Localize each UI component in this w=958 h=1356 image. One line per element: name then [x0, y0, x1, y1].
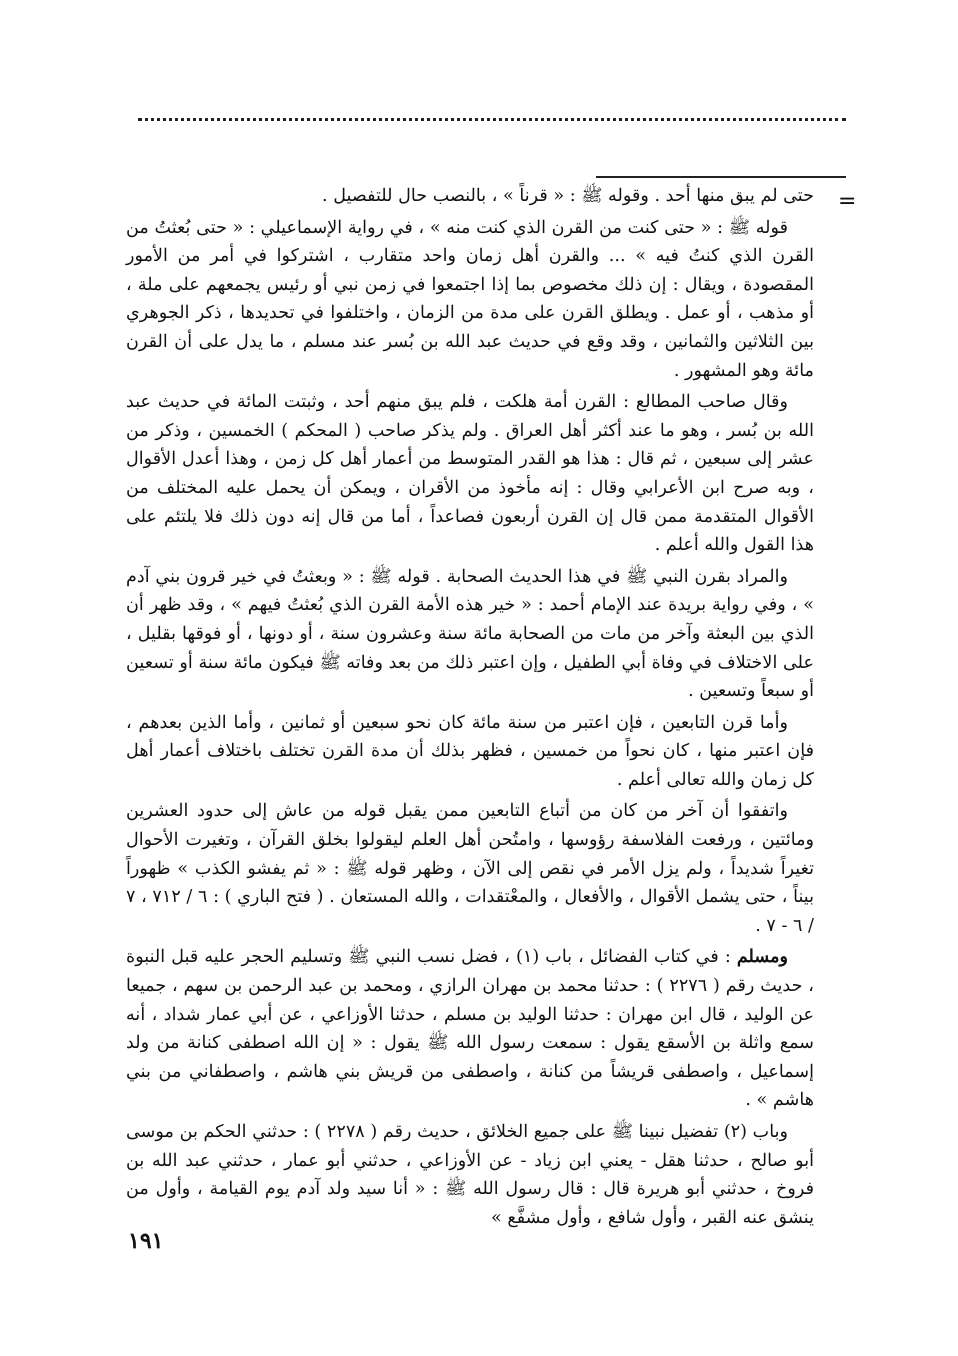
footnote-paragraph: قوله ﷺ : « حتى كنت من القرن الذي كنت منه » ، في رواية الإسماعيلي : « حتى بُعثتُ من القرن الذي كنتُ فيه » ... والقرن أهل زمان واحد متقارب ، اشتركوا في أمر من الأمور المقصودة ، ويقال : إن ذلك مخصوص بما إذا اجتمعوا في زمن نبي أو رئيس يجمعهم على ملة ، أو مذهب ، أو عمل . ويطلق القرن على مدة من الزمان ، واختلفوا في تحديدها ، ذكر الجوهري بين الثلاثين والثمانين ، وقد وقع في حديث عبد الله بن بُسر عند مسلم ، ما يدل على أن القرن مائة وهو المشهور .: [126, 217, 814, 381]
dotted-separator: [138, 118, 846, 121]
source-text: : في كتاب الفضائل ، باب (١) ، فضل نسب النبي ﷺ وتسليم الحجر عليه قبل النبوة ، حديث رقم ( ٢٢٧٦ ) : حدثنا محمد بن مهران الرازي ، ومحمد بن عبد الرحمن بن سهم ، جميعا عن الوليد ، قال ابن مهران : حدثنا الوليد بن مسلم ، حدثنا الأوزاعي ، عن أبي عمار شداد ، أنه سمع واثلة بن الأسقع يقول : سمعت رسول الله ﷺ يقول : « إن الله اصطفى كنانة من ولد إسماعيل ، واصطفى قريشاً من كنانة ، واصطفى من قريش بني هاشم ، واصطفاني من بني هاشم » .: [126, 947, 814, 1111]
footnote-paragraph: وقال صاحب المطالع : القرن أمة هلكت ، فلم يبق منهم أحد ، وثبتت المائة في حديث عبد الله بن بُسر ، وهو ما عند أكثر أهل العراق . ولم يذكر صاحب ( المحكم ) الخمسين ، وذكر من عشر إلى سبعين ، ثم قال : هذا هو القدر المتوسط من أعمار أهل كل زمن ، وهذا أعدل الأقوال ، وبه صرح ابن الأعرابي وقال : إنه مأخوذ من الأقران ، ويمكن أن يحمل عليه المختلف من الأقوال المتقدمة ممن قال إن القرن أربعون فصاعداً ، أما من قال إنه دون ذلك فلا يلتئم على هذا القول والله أعلم .: [126, 392, 815, 556]
footnote-continuation-mark: =: [838, 189, 857, 214]
source-lead: ومسلم: [736, 946, 788, 968]
footnote-paragraph: وباب (٢) تفضيل نبينا ﷺ على جميع الخلائق ، حديث رقم ( ٢٢٧٨ ) : حدثني الحكم بن موسى أبو صالح ، حدثنا هقل - يعني ابن زياد - عن الأوزاعي ، حدثني أبو عمار ، حدثني عبد الله بن فروخ ، حدثني أبو هريرة قال : قال رسول الله ﷺ : « أنا سيد ولد آدم يوم القيامة ، وأول من ينشق عنه القبر ، وأول شافع ، وأول مشفَّع »: [126, 1122, 814, 1228]
page-number: ١٩١: [128, 1228, 164, 1254]
footnote-paragraph: والمراد بقرن النبي ﷺ في هذا الحديث الصحابة . قوله ﷺ : « وبعثتُ في خير قرون بني آدم » ، وفي رواية بريدة عند الإمام أحمد : « خير هذه الأمة القرن الذي بُعثتُ فيهم » ، وقد ظهر أن الذي بين البعثة وآخر من مات من الصحابة مائة سنة وعشرون سنة ، أو دونها ، أو فوقها بقليل ، على الاختلاف في وفاة أبي الطفيل ، وإن اعتبر ذلك من بعد وفاته ﷺ فيكون مائة سنة أو تسعين أو سبعاً وتسعين .: [126, 566, 814, 702]
footnote-paragraph: واتفقوا أن آخر من كان من أتباع التابعين ممن يقبل قوله من عاش إلى حدود العشرين ومائتين ، ورفعت الفلاسفة رؤوسها ، وامتُحن أهل العلم ليقولوا بخلق القرآن ، وتغيرت الأحوال تغيراً شديداً ، ولم يزل الأمر في نقص إلى الآن ، وظهر قوله ﷺ : « ثم يفشو الكذب » ظهوراً بيناً ، حتى يشمل الأقوال ، والأفعال ، والمعْتقدات ، والله المستعان . ( فتح الباري ) : ٦ / ٧١٢ ، ٧ / ٦ - ٧ .: [126, 801, 814, 936]
footnote-rule: [596, 176, 846, 178]
footnote-text: [126, 182, 814, 1235]
footnote-paragraph: [126, 943, 814, 1115]
footnote-paragraph: حتى لم يبق منها أحد . وقوله ﷺ : « قرناً » ، بالنصب حال للتفصيل .: [322, 186, 814, 206]
footnote-paragraph: وأما قرن التابعين ، فإن اعتبر من سنة مائة كان نحو سبعين أو ثمانين ، وأما الذين بعدهم ، فإن اعتبر منها ، كان نحواً من خمسين ، فظهر بذلك أن مدة القرن تختلف باختلاف أعمار أهل كل زمان والله تعالى أعلم .: [126, 712, 814, 790]
